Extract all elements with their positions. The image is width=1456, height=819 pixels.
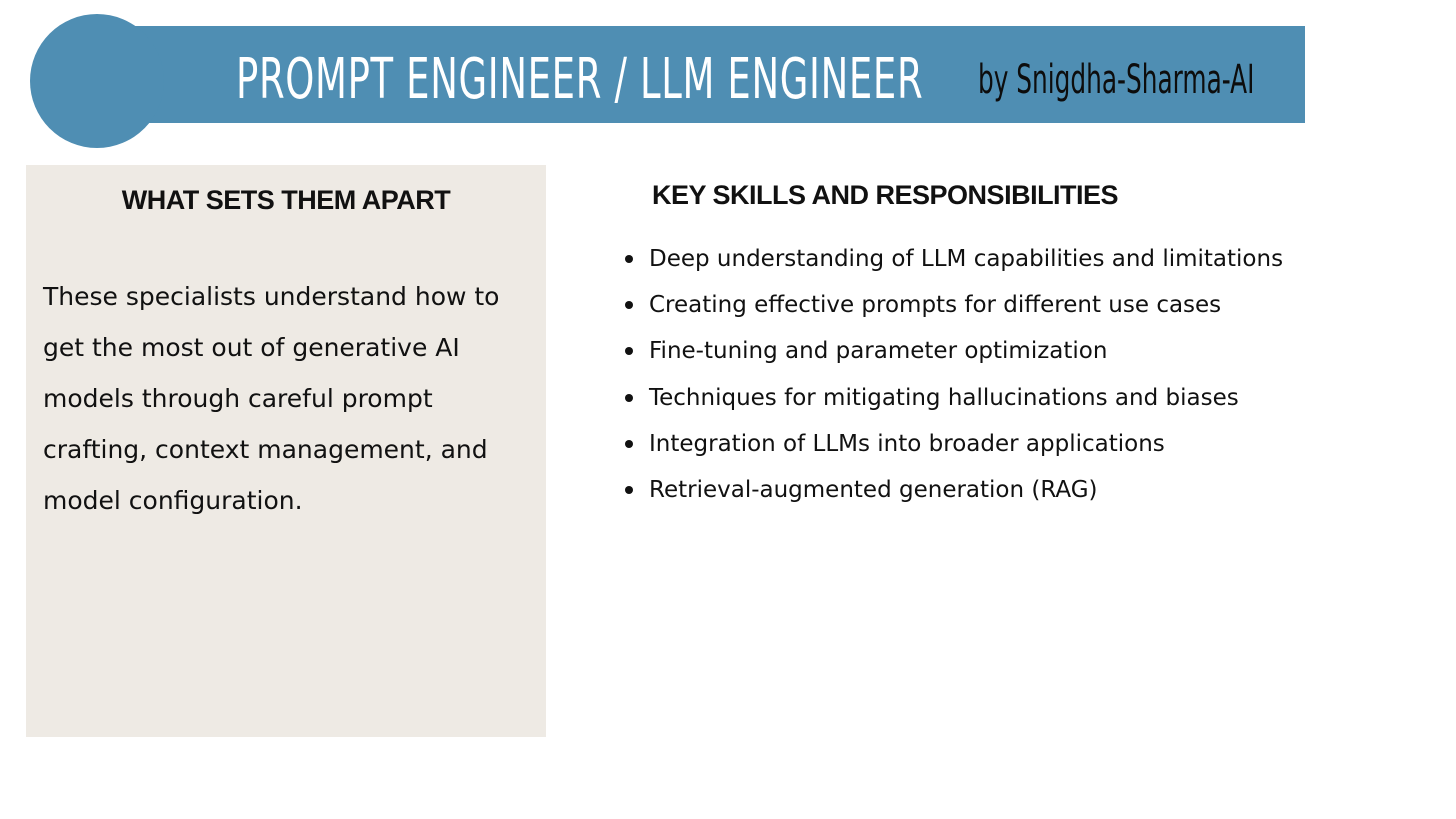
right-panel-heading: KEY SKILLS AND RESPONSIBILITIES [652, 180, 1119, 210]
list-item [622, 330, 1322, 376]
list-item-text: Integration of LLMs into broader applications [649, 430, 1165, 457]
header-circle-decoration [30, 14, 164, 148]
bullet-icon [625, 440, 633, 448]
page-title: PROMPT ENGINEER / LLM ENGINEER [236, 47, 924, 112]
bullet-icon [625, 347, 633, 355]
author-byline: by Snigdha-Sharma-AI [978, 57, 1255, 103]
list-item-text: Retrieval-augmented generation (RAG) [649, 476, 1098, 503]
list-item-text: Creating effective prompts for different use cases [649, 292, 1222, 319]
bullet-icon [625, 394, 633, 402]
bullet-icon [625, 301, 633, 309]
list-item-text: Techniques for mitigating hallucinations and biases [649, 384, 1239, 411]
list-item-text: Fine-tuning and parameter optimization [649, 338, 1108, 365]
list-item [622, 284, 1322, 330]
skills-list [622, 238, 1322, 515]
list-item-text: Deep understanding of LLM capabilities and limitations [649, 246, 1284, 272]
list-item [622, 238, 1322, 284]
list-item [622, 469, 1322, 515]
bullet-icon [625, 255, 633, 263]
list-item [622, 377, 1322, 423]
list-item [622, 423, 1322, 469]
left-panel-heading: WHAT SETS THEM APART [121, 185, 451, 215]
bullet-icon [625, 486, 633, 494]
what-sets-them-apart-panel [26, 165, 546, 737]
left-panel-body: These specialists understand how to get the most out of generative AI models through careful prompt crafting, context management, and model configuration. [43, 282, 500, 515]
